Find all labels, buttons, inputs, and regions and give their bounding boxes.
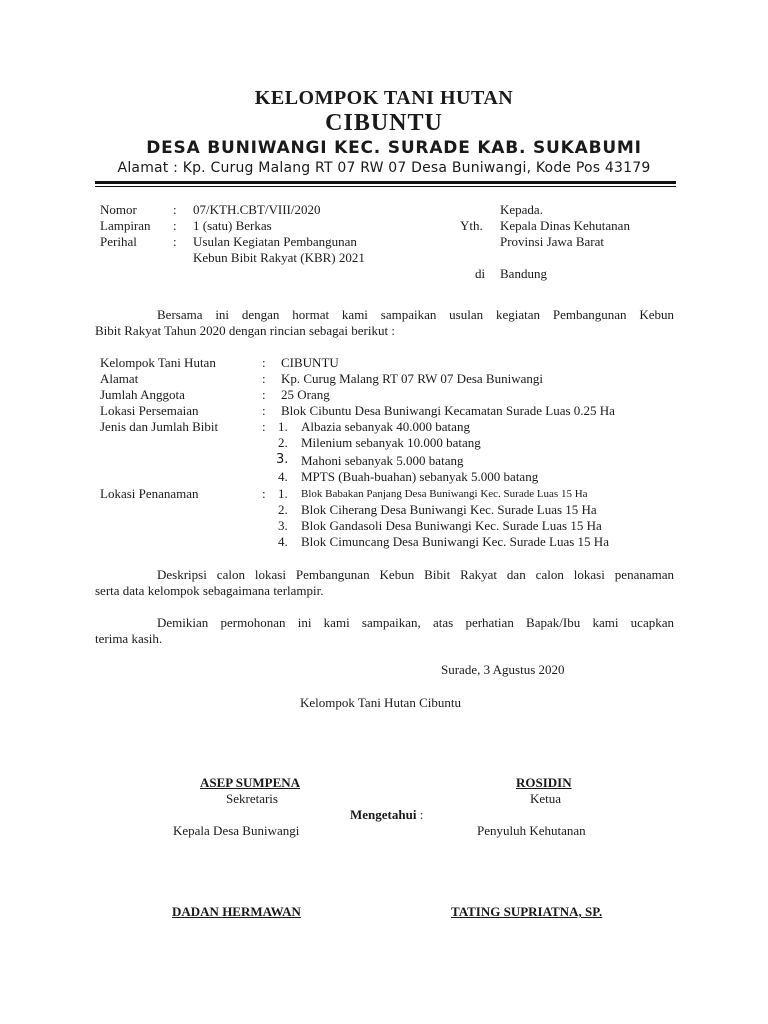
signer-right2-title: Penyuluh Kehutanan (477, 823, 586, 838)
letterhead-rule-thin (95, 186, 676, 187)
penanaman-item-text: Blok Ciherang Desa Buniwangi Kec. Surade Luas 15 Ha (301, 502, 597, 517)
nomor-label: Nomor (100, 202, 137, 217)
recipient-place: Bandung (500, 266, 547, 281)
alamat-value: Kp. Curug Malang RT 07 RW 07 Desa Buniwangi (281, 371, 543, 386)
kelompok-value: CIBUNTU (281, 355, 339, 370)
signer-right-name: ROSIDIN (516, 775, 572, 790)
signer-left-title: Sekretaris (226, 791, 278, 806)
signer-left-name: ASEP SUMPENA (200, 775, 301, 790)
recipient-di: di (475, 266, 486, 281)
letterhead-region: DESA BUNIWANGI KEC. SURADE KAB. SUKABUMI (146, 138, 642, 158)
paragraph2-line1: Deskripsi calon lokasi Pembangunan Kebun Bibit Rakyat dan calon lokasi penanaman (157, 567, 674, 582)
paragraph3-line1: Demikian permohonan ini kami sampaikan, atas perhatian Bapak/Ibu kami ucapkan (157, 615, 674, 630)
bibit-colon: : (262, 419, 266, 434)
bibit-item-num: 1. (278, 419, 288, 434)
bibit-item-num: 2. (278, 435, 288, 450)
letterhead-address: Alamat : Kp. Curug Malang RT 07 RW 07 Desa Buniwangi, Kode Pos 43179 (117, 160, 651, 176)
recipient-yth: Yth. (460, 218, 483, 233)
bibit-item-text: Milenium sebanyak 10.000 batang (301, 435, 481, 450)
mengetahui-colon: : (416, 807, 424, 822)
persemaian-colon: : (262, 403, 266, 418)
mengetahui-text: Mengetahui (350, 807, 417, 822)
bibit-item-num: 3. (276, 452, 289, 467)
alamat-colon: : (262, 371, 266, 386)
lampiran-value: 1 (satu) Berkas (193, 218, 272, 233)
penanaman-item-num: 2. (278, 502, 288, 517)
anggota-value: 25 Orang (281, 387, 330, 402)
perihal-line2: Kebun Bibit Rakyat (KBR) 2021 (193, 250, 365, 265)
intro-line2: Bibit Rakyat Tahun 2020 dengan rincian sebagai berikut : (95, 323, 395, 338)
persemaian-label: Lokasi Persemaian (100, 403, 199, 418)
signer-right2-name: TATING SUPRIATNA, SP. (451, 904, 603, 919)
perihal-label: Perihal (100, 234, 137, 249)
perihal-colon: : (173, 234, 177, 249)
recipient-kepada: Kepada. (500, 202, 543, 217)
penanaman-item-text: Blok Gandasoli Desa Buniwangi Kec. Surade Luas 15 Ha (301, 518, 602, 533)
paragraph3-line2: terima kasih. (95, 631, 163, 646)
signer-right-title: Ketua (530, 791, 562, 806)
kelompok-colon: : (262, 355, 266, 370)
closing-group: Kelompok Tani Hutan Cibuntu (300, 695, 461, 710)
bibit-item-text: MPTS (Buah-buahan) sebanyak 5.000 batang (301, 469, 539, 484)
persemaian-value: Blok Cibuntu Desa Buniwangi Kecamatan Surade Luas 0.25 Ha (281, 403, 615, 418)
alamat-label: Alamat (100, 371, 139, 386)
bibit-item-num: 4. (278, 469, 288, 484)
penanaman-item-num: 4. (278, 534, 288, 549)
recipient-line1: Kepala Dinas Kehutanan (500, 218, 630, 233)
lampiran-label: Lampiran (100, 218, 151, 233)
signer-left2-name: DADAN HERMAWAN (172, 904, 301, 919)
bibit-item-text: Mahoni sebanyak 5.000 batang (301, 453, 464, 468)
penanaman-item-num: 1. (278, 486, 288, 501)
kelompok-label: Kelompok Tani Hutan (100, 355, 216, 370)
penanaman-label: Lokasi Penanaman (100, 486, 199, 501)
perihal-line1: Usulan Kegiatan Pembangunan (193, 234, 357, 249)
letterhead-rule-thick (95, 181, 676, 184)
bibit-item-text: Albazia sebanyak 40.000 batang (301, 419, 470, 434)
penanaman-item-num: 3. (278, 518, 288, 533)
mengetahui-label (350, 807, 423, 823)
letterhead-org: KELOMPOK TANI HUTAN (254, 87, 514, 109)
signer-left2-title: Kepala Desa Buniwangi (173, 823, 300, 838)
penanaman-item-text: Blok Cimuncang Desa Buniwangi Kec. Surade Luas 15 Ha (301, 534, 609, 549)
letterhead-name: CIBUNTU (325, 110, 443, 136)
closing-date: Surade, 3 Agustus 2020 (441, 662, 565, 677)
intro-line1: Bersama ini dengan hormat kami sampaikan usulan kegiatan Pembangunan Kebun (157, 307, 674, 322)
paragraph2-line2: serta data kelompok sebagaimana terlampir. (95, 583, 324, 598)
recipient-line2: Provinsi Jawa Barat (500, 234, 604, 249)
anggota-colon: : (262, 387, 266, 402)
bibit-label: Jenis dan Jumlah Bibit (100, 419, 219, 434)
nomor-colon: : (173, 202, 177, 217)
lampiran-colon: : (173, 218, 177, 233)
penanaman-item-text: Blok Babakan Panjang Desa Buniwangi Kec. Surade Luas 15 Ha (301, 488, 588, 500)
anggota-label: Jumlah Anggota (100, 387, 185, 402)
nomor-value: 07/KTH.CBT/VIII/2020 (193, 202, 321, 217)
penanaman-colon: : (262, 486, 266, 501)
